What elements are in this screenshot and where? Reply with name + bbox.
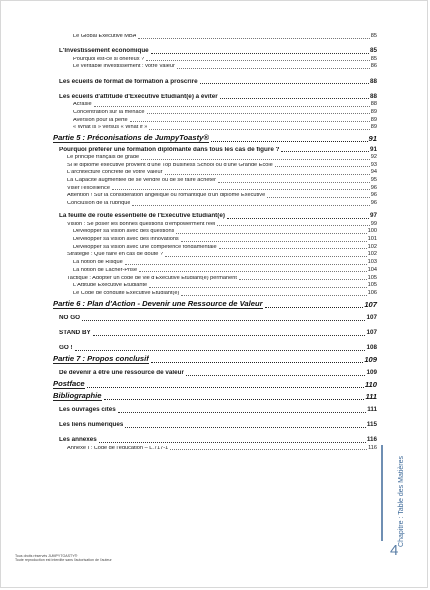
toc-leader-dots — [141, 158, 370, 160]
toc-entry-title: La notion de Lâcher-Prise — [73, 267, 138, 273]
toc-leader-dots — [200, 82, 369, 84]
toc-entry-page: 102 — [367, 251, 377, 258]
toc-entry-page: 102 — [367, 243, 377, 250]
toc-entry[interactable] — [53, 108, 377, 116]
toc-entry-title: Postface — [53, 379, 85, 388]
toc-entry[interactable] — [53, 100, 377, 108]
toc-leader-dots — [275, 165, 370, 167]
toc-entry-title: Les écueils de format de formation à proscrire — [59, 78, 198, 85]
toc-entry-page: 105 — [367, 282, 377, 289]
toc-entry-page: 93 — [370, 161, 377, 168]
toc-entry-page: 92 — [370, 153, 377, 160]
toc-entry[interactable] — [53, 55, 377, 63]
toc-entry-title: Développer sa vision avec des questions — [73, 229, 175, 235]
toc-leader-dots — [227, 217, 369, 219]
toc-entry-page: 88 — [369, 92, 377, 100]
toc-leader-dots — [94, 105, 370, 107]
toc-entry-page: 107 — [364, 299, 377, 309]
toc-leader-dots — [75, 349, 366, 351]
toc-entry-page: 103 — [367, 259, 377, 266]
toc-entry-page: 104 — [367, 266, 377, 273]
toc-entry-page: 97 — [369, 212, 377, 220]
toc-leader-dots — [151, 52, 369, 54]
toc-entry[interactable] — [53, 90, 377, 100]
toc-leader-dots — [186, 374, 366, 376]
toc-entry[interactable] — [53, 434, 377, 444]
toc-entry-page: 85 — [370, 55, 377, 62]
chapter-label — [394, 455, 408, 547]
toc-entry[interactable] — [53, 281, 377, 289]
toc-entry-title: La Capacité augmentée de se vendre ou de se faire acheter — [67, 177, 216, 183]
toc-leader-dots — [265, 306, 364, 308]
toc-entry-page: 109 — [366, 369, 377, 377]
chapter-label-text: Chapitre : Table des Matières — [397, 455, 405, 547]
toc-entry-page: 111 — [365, 391, 377, 401]
toc-entry-title: Les annexes — [59, 437, 97, 444]
toc-entry-title: Le véritable investissement : votre Valeur — [73, 64, 175, 70]
toc-leader-dots — [177, 67, 370, 69]
toc-entry-page: 116 — [368, 444, 377, 451]
toc-leader-dots — [170, 448, 367, 450]
toc-entry-title: Vision : Se poser les bonnes questions d'empowerment réel — [67, 221, 216, 227]
toc-entry[interactable] — [53, 115, 377, 123]
toc-leader-dots — [181, 294, 366, 296]
toc-entry-title: Stratégie : Que faire en cas de doute ? — [67, 252, 164, 258]
toc-entry[interactable] — [53, 352, 377, 364]
toc-entry-title: Si le diplôme executive provient d'une Top Business School ou d'une Grande École — [67, 162, 273, 168]
toc-entry-page: 94 — [370, 169, 377, 176]
toc-entry-title: Développer sa vision avec des innovations — [73, 237, 179, 243]
toc-entry[interactable] — [53, 297, 377, 309]
toc-leader-dots — [239, 278, 367, 280]
toc-entry[interactable] — [53, 220, 377, 228]
toc-entry-page: 108 — [366, 344, 377, 352]
toc-entry-title: Développer sa vision avec une compétence fondamentale — [73, 244, 217, 250]
toc-entry-page: 111 — [367, 406, 377, 414]
footer-copyright: Tous droits réservés JUMPYTOASTY® — [15, 554, 78, 558]
toc-entry-title: Partie 6 : Plan d'Action - Devenir une Ressource de Valeur — [53, 299, 263, 308]
toc-leader-dots — [82, 319, 365, 321]
toc-entry-title: GO ! — [59, 345, 73, 352]
toc-entry-title: L'architecture concrète de votre Valeur — [67, 170, 163, 176]
toc-entry-page: 89 — [370, 108, 377, 115]
toc-leader-dots — [132, 204, 369, 206]
toc-entry-page: 107 — [366, 314, 377, 322]
toc-entry-page: 109 — [364, 354, 377, 364]
toc-entry-title: NO GO — [59, 315, 80, 322]
toc-entry-page: 99 — [370, 220, 377, 227]
toc-entry-page: 116 — [366, 436, 377, 444]
toc-entry-title: Partie 5 : Préconisations de JumpyToasty® — [53, 134, 209, 143]
toc-entry-page: 106 — [367, 289, 377, 296]
toc-entry[interactable] — [53, 235, 377, 243]
toc-entry-title: Le Global Executive MBA — [73, 34, 137, 40]
toc-leader-dots — [219, 247, 367, 249]
toc-entry[interactable] — [53, 45, 377, 55]
toc-leader-dots — [125, 263, 367, 265]
toc-leader-dots — [104, 398, 365, 400]
toc-entry[interactable] — [53, 367, 377, 377]
toc-entry[interactable] — [53, 289, 377, 297]
toc-entry[interactable] — [53, 176, 377, 184]
toc-leader-dots — [149, 128, 369, 130]
toc-entry-title: Le principe français de grade — [67, 154, 140, 160]
toc-entry[interactable] — [53, 250, 377, 258]
toc-entry[interactable] — [53, 131, 377, 143]
toc-entry-title: De devenir à être une ressource de valeur — [59, 370, 184, 377]
toc-entry[interactable] — [53, 75, 377, 85]
toc-entry-title: Aversion pour la perte — [73, 117, 128, 123]
toc-entry-title: « What is » versus « What if » — [73, 125, 148, 131]
toc-entry-page: 96 — [370, 192, 377, 199]
toc-entry[interactable] — [53, 210, 377, 220]
toc-entry-page: 85 — [369, 47, 377, 55]
toc-entry[interactable] — [53, 227, 377, 235]
toc-entry-page: 89 — [370, 124, 377, 131]
toc-leader-dots — [176, 232, 366, 234]
toc-leader-dots — [218, 181, 370, 183]
toc-entry-page: 107 — [366, 329, 377, 337]
toc-entry[interactable] — [53, 342, 377, 352]
toc-leader-dots — [93, 334, 366, 336]
toc-leader-dots — [181, 240, 367, 242]
toc-leader-dots — [281, 150, 369, 152]
toc-entry-title: Tactique : Adopter un code de vie d'Exécutive Étudiant(e) permanent — [67, 275, 237, 281]
toc-entry-title: Acrasie — [73, 102, 92, 108]
toc-entry[interactable] — [53, 161, 377, 169]
footer — [15, 554, 112, 563]
toc-entry-title: Les liens numériques — [59, 422, 124, 429]
toc-leader-dots — [267, 196, 370, 198]
toc-entry-title: Bibliographie — [53, 391, 102, 400]
toc-entry-page: 85 — [370, 33, 377, 40]
toc-entry[interactable] — [53, 62, 377, 70]
toc-entry-page: 89 — [370, 116, 377, 123]
toc-entry[interactable] — [53, 404, 377, 414]
toc-entry-title: Le Code de conduite Exécutive Étudiant(e) — [73, 290, 180, 296]
toc-entry-title: Pourquoi est-ce si onéreux ? — [73, 56, 145, 62]
toc-entry-title: Attention ! Sur la considération angélique ou romantique d'un diplôme Executive — [67, 193, 266, 199]
toc-entry-title: Les ouvrages cités — [59, 407, 116, 414]
table-of-contents — [53, 32, 377, 451]
toc-leader-dots — [112, 188, 370, 190]
toc-entry-title: Concentration sur la menace — [73, 109, 145, 115]
toc-entry[interactable] — [53, 273, 377, 281]
toc-entry[interactable] — [53, 312, 377, 322]
toc-entry[interactable] — [53, 266, 377, 274]
toc-leader-dots — [130, 120, 370, 122]
toc-entry[interactable] — [53, 389, 377, 401]
toc-leader-dots — [125, 426, 365, 428]
toc-entry-page: 88 — [370, 101, 377, 108]
toc-leader-dots — [217, 224, 369, 226]
toc-leader-dots — [220, 97, 369, 99]
toc-leader-dots — [99, 441, 366, 443]
toc-entry-page: 86 — [370, 63, 377, 70]
toc-leader-dots — [211, 140, 368, 142]
toc-entry-title: Les écueils d'attitude d'Exécutive Étudiant(e) à éviter — [59, 93, 218, 100]
toc-entry-page: 105 — [367, 274, 377, 281]
toc-entry[interactable] — [53, 377, 377, 389]
toc-entry-page: 91 — [369, 145, 377, 153]
toc-entry[interactable] — [53, 191, 377, 199]
toc-entry-title: La feuille de route essentielle de l'Exécutive Étudiant(e) — [59, 213, 225, 220]
toc-entry-title: STAND BY — [59, 330, 91, 337]
toc-leader-dots — [138, 37, 369, 39]
toc-entry[interactable] — [53, 444, 377, 452]
toc-entry[interactable] — [53, 123, 377, 131]
toc-entry-page: 96 — [370, 184, 377, 191]
toc-leader-dots — [118, 411, 366, 413]
toc-entry-page: 101 — [367, 236, 377, 243]
toc-entry-title: L'Investissement économique — [59, 48, 149, 55]
toc-entry[interactable] — [53, 419, 377, 429]
toc-entry-page: 110 — [364, 379, 377, 389]
toc-entry[interactable] — [53, 199, 377, 207]
toc-entry-page: 115 — [366, 421, 377, 429]
toc-entry-title: Pourquoi préférer une formation diplômante dans tous les cas de figure ? — [59, 146, 280, 153]
page-number: 4 — [390, 542, 399, 559]
toc-entry-title: Conclusion de la rubrique — [67, 201, 131, 207]
toc-entry-page: 96 — [370, 200, 377, 207]
toc-entry[interactable] — [53, 153, 377, 161]
toc-leader-dots — [147, 112, 370, 114]
toc-leader-dots — [151, 361, 364, 363]
toc-entry[interactable] — [53, 184, 377, 192]
toc-entry[interactable] — [53, 32, 377, 40]
toc-leader-dots — [165, 173, 370, 175]
toc-leader-dots — [87, 386, 364, 388]
toc-entry-page: 95 — [370, 176, 377, 183]
toc-leader-dots — [149, 286, 367, 288]
toc-entry-title: Viser l'excellence — [67, 185, 110, 191]
toc-entry[interactable] — [53, 258, 377, 266]
toc-entry[interactable] — [53, 327, 377, 337]
toc-entry-title: Annexe I : Code de l'éducation – L.717-1 — [67, 445, 169, 451]
toc-entry[interactable] — [53, 168, 377, 176]
toc-leader-dots — [146, 59, 370, 61]
toc-entry-page: 88 — [369, 77, 377, 85]
toc-entry-title: L'Attitude Exécutive Étudiante — [73, 283, 148, 289]
toc-leader-dots — [165, 255, 367, 257]
toc-entry-page: 100 — [367, 228, 377, 235]
toc-entry-page: 91 — [368, 134, 377, 144]
sidebar-accent-bar — [381, 445, 383, 541]
toc-entry[interactable] — [53, 243, 377, 251]
toc-entry-title: Partie 7 : Propos conclusif — [53, 354, 149, 363]
toc-leader-dots — [139, 270, 367, 272]
toc-entry[interactable] — [53, 143, 377, 153]
toc-entry-title: La notion de Risque — [73, 260, 123, 266]
footer-notice: Toute reproduction est interdite sans l'autorisation de l'auteur — [15, 558, 112, 563]
